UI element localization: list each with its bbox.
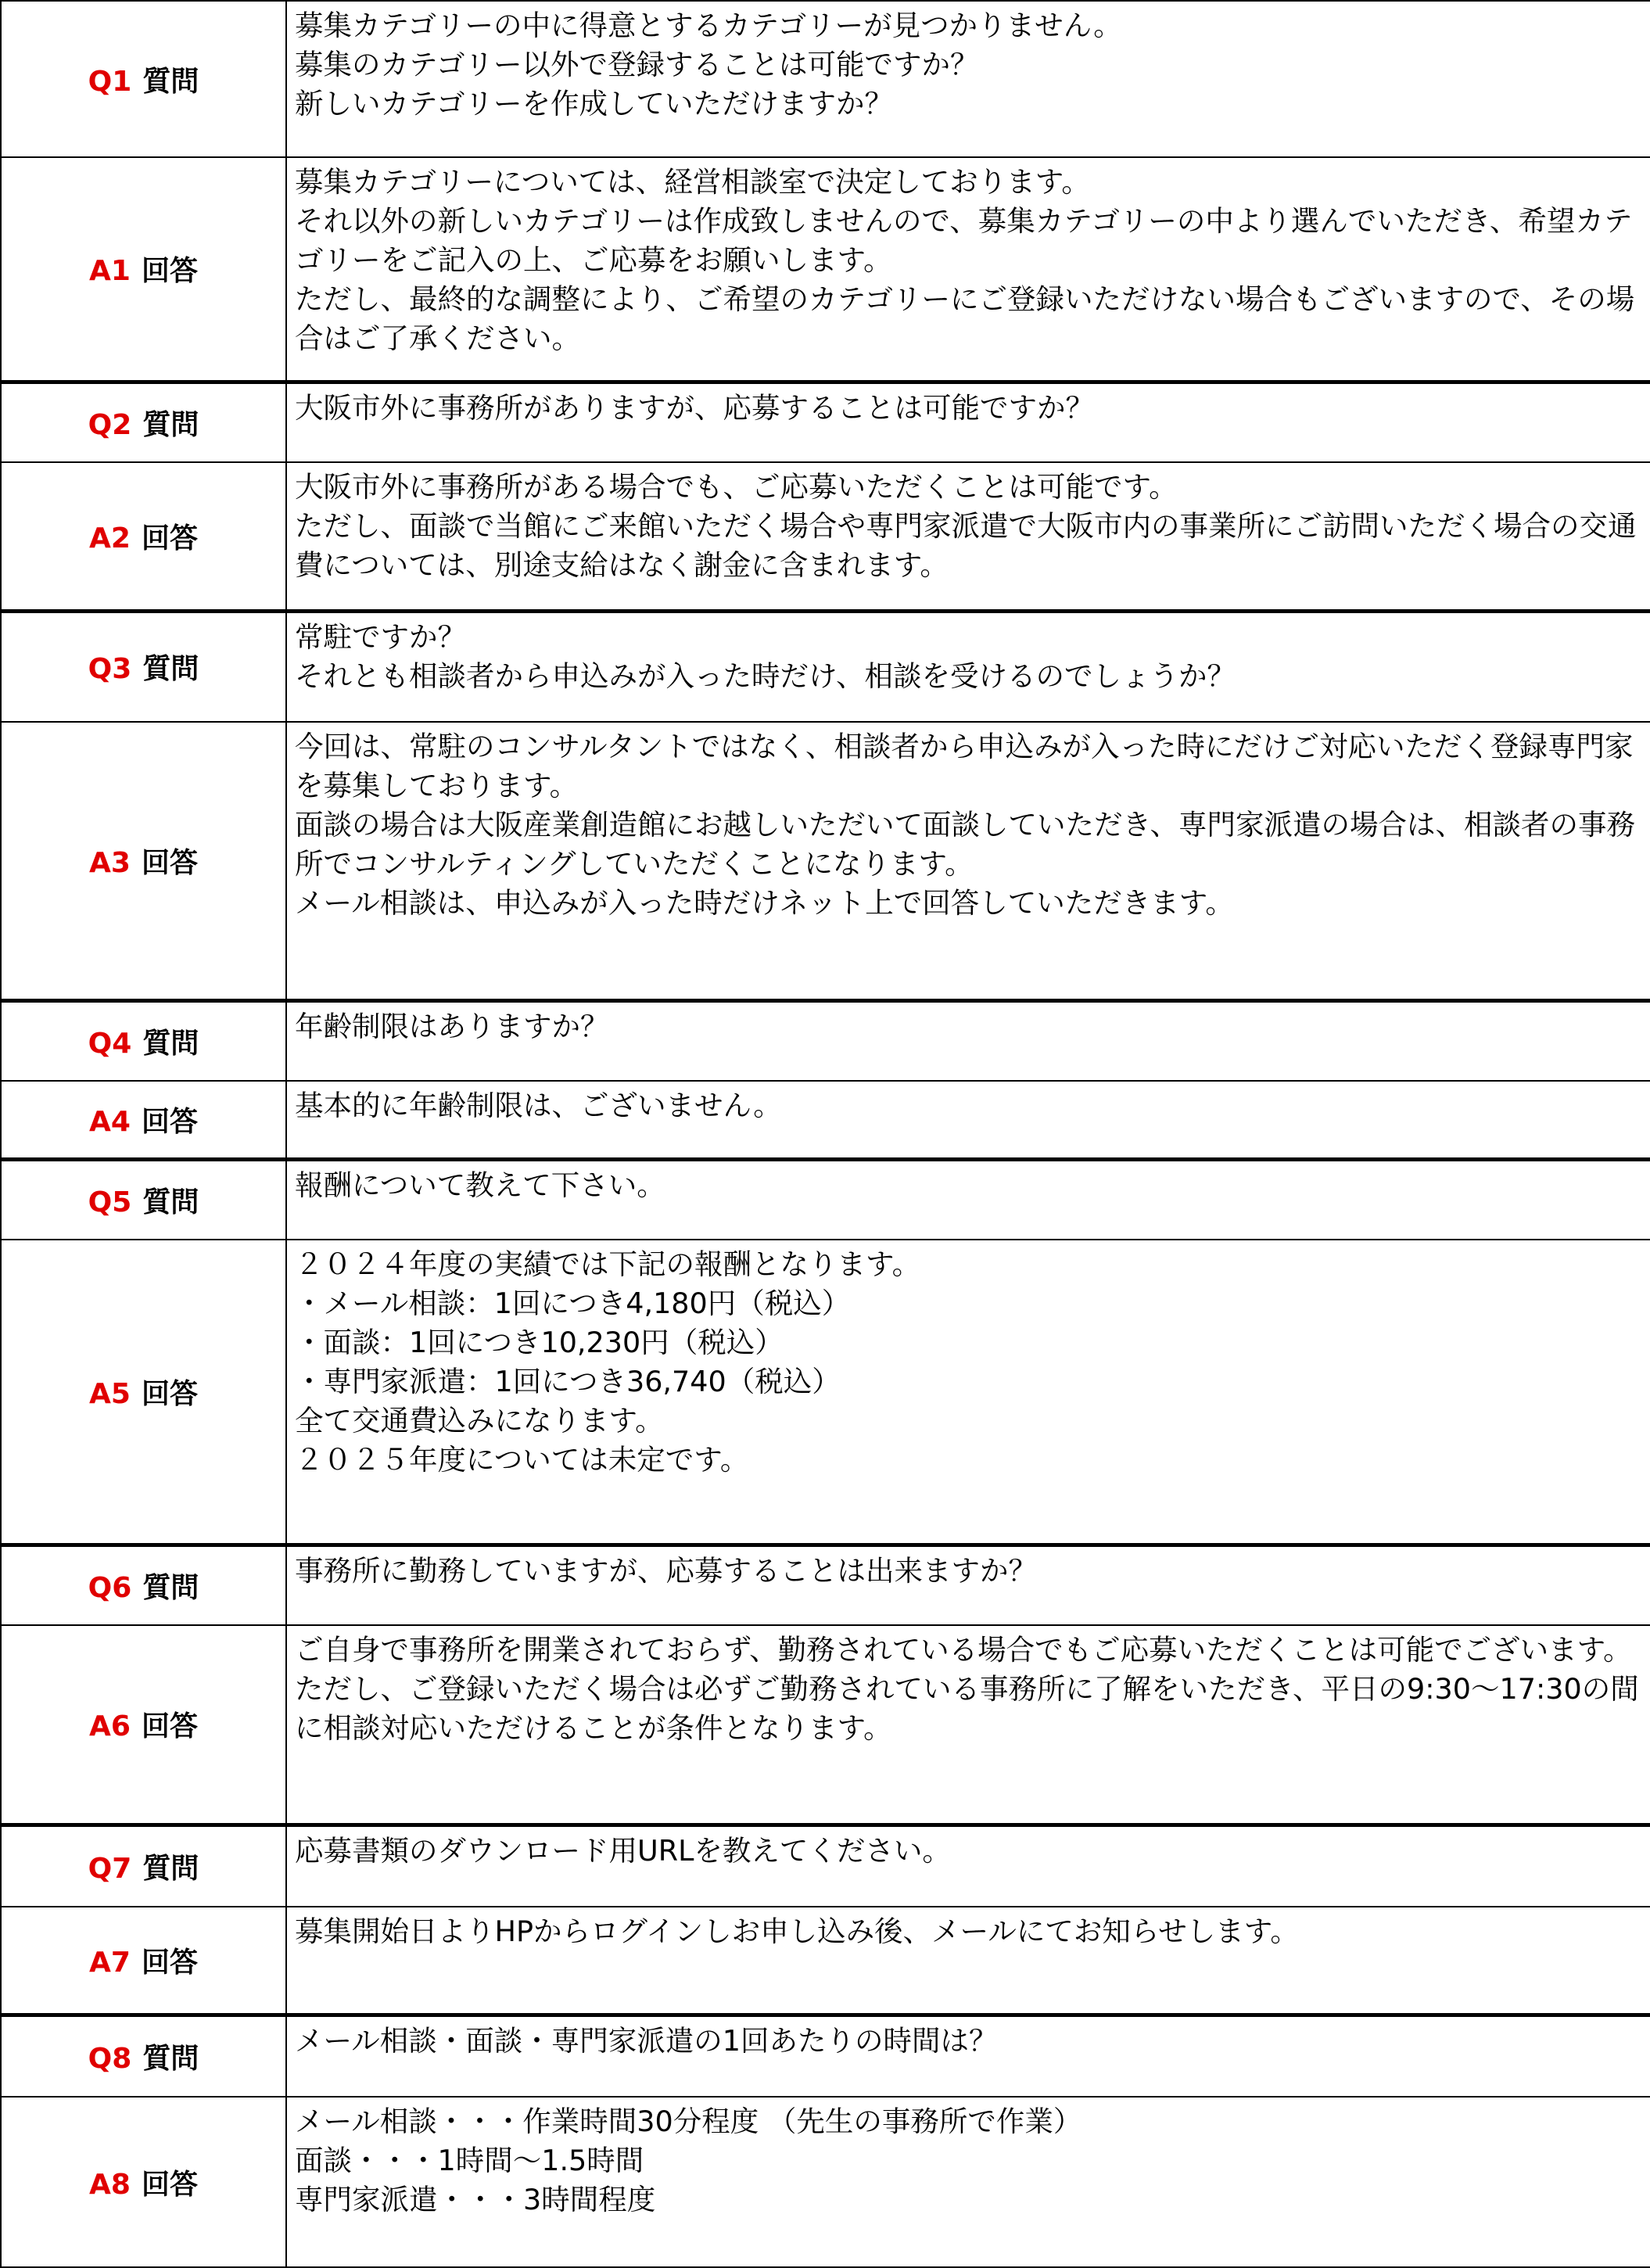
row-kind: 質問 [142, 1027, 199, 1060]
answer-text [286, 157, 1650, 382]
row-id: A2 [89, 522, 131, 554]
row-kind: 質問 [142, 1186, 199, 1218]
row-kind: 質問 [142, 653, 199, 686]
question-row [1, 1825, 1650, 1907]
text-line: それとも相談者から申込みが入った時だけ、相談を受けるのでしょうか？ [295, 659, 1236, 693]
answer-text [286, 722, 1650, 1000]
row-label [1, 1081, 286, 1159]
text-line: 年齢制限はありますか？ [295, 1009, 609, 1043]
text-line: 応募書類のダウンロード用URLを教えてください。 [295, 1833, 951, 1868]
row-id: A1 [89, 255, 131, 288]
answer-row [1, 1625, 1650, 1825]
row-id: Q8 [88, 2042, 132, 2075]
text-line: 募集開始日よりHPからログインしお申し込み後、メールにてお知らせします。 [295, 1915, 1299, 1948]
row-id: A4 [89, 1105, 131, 1138]
question-text [286, 611, 1650, 722]
text-line: 新しいカテゴリーを作成していただけますか？ [295, 87, 894, 120]
answer-text [286, 462, 1650, 611]
answer-row [1, 462, 1650, 611]
row-id: A7 [89, 1946, 131, 1979]
question-text [286, 1159, 1650, 1240]
answer-row [1, 1081, 1650, 1159]
row-kind: 質問 [142, 2042, 199, 2075]
row-id: Q1 [88, 65, 132, 98]
row-kind: 質問 [142, 1571, 199, 1604]
row-label [1, 611, 286, 722]
row-id: A3 [89, 846, 131, 879]
row-id: Q2 [88, 408, 132, 441]
text-line: 募集カテゴリーの中に得意とするカテゴリーが見つかりません。 [295, 9, 1122, 42]
text-line: 面談・・・1時間～1.5時間 [295, 2144, 644, 2177]
row-id: A5 [89, 1377, 131, 1410]
row-label [1, 1825, 286, 1907]
text-line: 今回は、常駐のコンサルタントではなく、相談者から申込みが入った時にだけご対応いただく登録専門家を募集しております。 [295, 730, 1634, 802]
row-kind: 回答 [141, 1946, 198, 1979]
text-line: ２０２４年度の実績では下記の報酬となります。 [295, 1247, 921, 1281]
question-text [286, 1545, 1650, 1625]
text-line: ただし、面談で当館にご来館いただく場合や専門家派遣で大阪市内の事業所にご訪問いただく場合の交通費については、別途支給はなく謝金に含まれます。 [295, 509, 1637, 582]
question-row [1, 611, 1650, 722]
text-line: メール相談・面談・専門家派遣の1回あたりの時間は？ [295, 2023, 998, 2058]
answer-text [286, 1907, 1650, 2015]
question-row [1, 382, 1650, 462]
question-row [1, 1, 1650, 157]
row-label [1, 1000, 286, 1081]
row-kind: 回答 [141, 1377, 198, 1410]
row-label [1, 722, 286, 1000]
answer-text [286, 1240, 1650, 1545]
answer-row [1, 2097, 1650, 2267]
row-kind: 回答 [141, 846, 198, 879]
text-line: それ以外の新しいカテゴリーは作成致しませんので、募集カテゴリーの中より選んでいただき、希望カテゴリーをご記入の上、ご応募をお願いします。 [295, 204, 1633, 277]
text-line: ・専門家派遣：1回につき36,740（税込） [295, 1365, 841, 1398]
row-kind: 回答 [141, 255, 198, 288]
answer-text [286, 2097, 1650, 2267]
row-kind: 質問 [142, 1852, 199, 1885]
text-line: ご自身で事務所を開業されておらず、勤務されている場合でもご応募いただくことは可能でございます。 [295, 1633, 1632, 1667]
question-row [1, 1545, 1650, 1625]
row-kind: 質問 [142, 65, 199, 98]
question-row [1, 1159, 1650, 1240]
question-row [1, 1000, 1650, 1081]
row-kind: 回答 [141, 2168, 198, 2201]
row-label [1, 462, 286, 611]
faq-body [1, 1, 1650, 2267]
question-text [286, 382, 1650, 462]
text-line: 事務所に勤務していますが、応募することは出来ますか？ [295, 1553, 1037, 1588]
row-kind: 回答 [141, 1710, 198, 1743]
row-id: Q3 [88, 653, 132, 686]
row-label [1, 1545, 286, 1625]
row-kind: 回答 [141, 522, 198, 554]
text-line: 面談の場合は大阪産業創造館にお越しいただいて面談していただき、専門家派遣の場合は、相談者の事務所でコンサルティングしていただくことになります。 [295, 808, 1636, 881]
text-line: 全て交通費込みになります。 [295, 1404, 664, 1437]
text-line: ・面談：1回につき10,230円（税込） [295, 1326, 784, 1359]
row-label [1, 1907, 286, 2015]
text-line: 大阪市外に事務所がありますが、応募することは可能ですか？ [295, 390, 1094, 425]
text-line: ・メール相談：1回につき4,180円（税込） [295, 1287, 851, 1320]
question-row [1, 2015, 1650, 2097]
row-label [1, 2015, 286, 2097]
row-id: A8 [89, 2168, 131, 2201]
row-id: A6 [89, 1710, 131, 1743]
row-label [1, 1240, 286, 1545]
row-id: Q5 [88, 1186, 132, 1218]
row-id: Q7 [88, 1852, 132, 1885]
answer-text [286, 1081, 1650, 1159]
row-label [1, 2097, 286, 2267]
row-id: Q6 [88, 1571, 132, 1604]
row-label [1, 1, 286, 157]
row-label [1, 1159, 286, 1240]
text-line: メール相談・・・作業時間30分程度 （先生の事務所で作業） [295, 2105, 1082, 2138]
text-line: 基本的に年齢制限は、ございません。 [295, 1089, 782, 1122]
row-kind: 質問 [142, 408, 199, 441]
answer-row [1, 1907, 1650, 2015]
text-line: 常駐ですか？ [295, 619, 466, 654]
text-line: 報酬について教えて下さい。 [295, 1168, 665, 1202]
question-text [286, 1, 1650, 157]
row-label [1, 382, 286, 462]
question-text [286, 1825, 1650, 1907]
answer-text [286, 1625, 1650, 1825]
text-line: ただし、ご登録いただく場合は必ずご勤務されている事務所に了解をいただき、平日の9:30～17:30の間に相談対応いただけることが条件となります。 [295, 1672, 1639, 1745]
row-label [1, 1625, 286, 1825]
text-line: 大阪市外に事務所がある場合でも、ご応募いただくことは可能です。 [295, 470, 1178, 504]
row-label [1, 157, 286, 382]
question-text [286, 2015, 1650, 2097]
text-line: メール相談は、申込みが入った時だけネット上で回答していただきます。 [295, 886, 1234, 920]
text-line: 専門家派遣・・・3時間程度 [295, 2183, 656, 2216]
text-line: ２０２５年度については未定です。 [295, 1443, 749, 1477]
row-id: Q4 [88, 1027, 132, 1060]
row-kind: 回答 [141, 1105, 198, 1138]
answer-row [1, 157, 1650, 382]
text-line: 募集のカテゴリー以外で登録することは可能ですか？ [295, 48, 979, 81]
answer-row [1, 1240, 1650, 1545]
question-text [286, 1000, 1650, 1081]
text-line: ただし、最終的な調整により、ご希望のカテゴリーにご登録いただけない場合もございますので、その場合はご了承ください。 [295, 282, 1635, 355]
text-line: 募集カテゴリーについては、経営相談室で決定しております。 [295, 165, 1090, 199]
answer-row [1, 722, 1650, 1000]
